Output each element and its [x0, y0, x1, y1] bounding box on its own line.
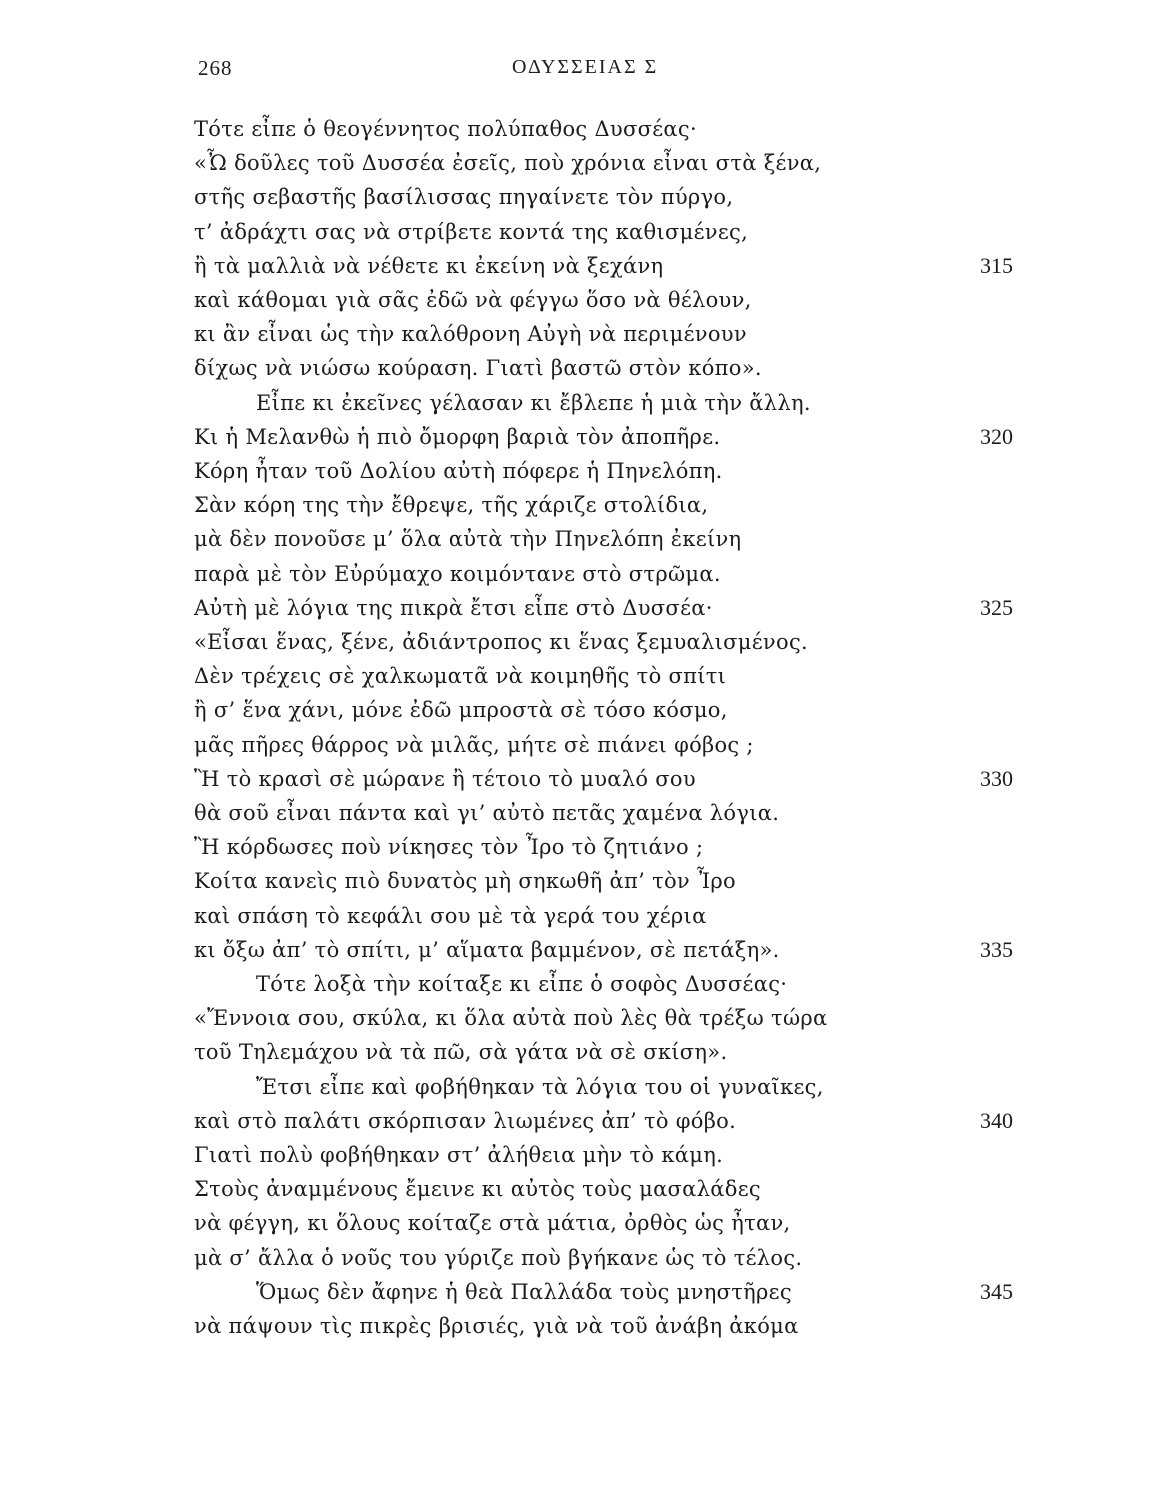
verse-line: κι ὄξω ἀπ’ τὸ σπίτι, μ’ αἵματα βαμμένον, σὲ πετάξη».: [194, 938, 780, 962]
verse-line: καὶ σπάση τὸ κεφάλι σου μὲ τὰ γερά του χέρια: [194, 904, 707, 928]
line-number: 330: [980, 766, 1013, 791]
verse-line: Κι ἡ Μελανθὼ ἡ πιὸ ὄμορφη βαριὰ τὸν ἀποπῆρε.: [194, 425, 721, 449]
verse-line: Ἢ τὸ κρασὶ σὲ μώρανε ἢ τέτοιο τὸ μυαλό σου: [194, 767, 696, 791]
verse-line: νὰ φέγγη, κι ὅλους κοίταζε στὰ μάτια, ὀρθὸς ὡς ἦταν,: [194, 1211, 791, 1235]
running-head: ΟΔΥΣΣΕΙΑΣ Σ: [512, 56, 659, 78]
verse-line: νὰ πάψουν τὶς πικρὲς βρισιές, γιὰ νὰ τοῦ ἀνάβη ἀκόμα: [194, 1314, 799, 1338]
verse-line: Σὰν κόρη της τὴν ἔθρεψε, τῆς χάριζε στολίδια,: [194, 493, 709, 517]
verse-line: Δὲν τρέχεις σὲ χαλκωματᾶ νὰ κοιμηθῆς τὸ σπίτι: [194, 664, 727, 688]
verse-line: στῆς σεβαστῆς βασίλισσας πηγαίνετε τὸν πύργο,: [194, 185, 734, 209]
verse-line: «Ὦ δοῦλες τοῦ Δυσσέα ἐσεῖς, ποὺ χρόνια εἶναι στὰ ξένα,: [194, 151, 822, 175]
verse-line: μὰ σ’ ἄλλα ὁ νοῦς του γύριζε ποὺ βγήκανε ὡς τὸ τέλος.: [194, 1246, 803, 1270]
verse-line: θὰ σοῦ εἶναι πάντα καὶ γι’ αὐτὸ πετᾶς χαμένα λόγια.: [194, 801, 780, 825]
verse-line: μᾶς πῆρες θάρρος νὰ μιλᾶς, μήτε σὲ πιάνει φόβος ;: [194, 733, 754, 757]
verse-line: «Εἶσαι ἕνας, ξένε, ἀδιάντροπος κι ἕνας ξεμυαλισμένος.: [194, 630, 808, 654]
verse-line: Ἔτσι εἶπε καὶ φοβήθηκαν τὰ λόγια του οἱ γυναῖκες,: [256, 1075, 824, 1099]
line-number: 325: [980, 595, 1013, 620]
verse-line: μὰ δὲν πονοῦσε μ’ ὅλα αὐτὰ τὴν Πηνελόπη ἐκείνη: [194, 527, 742, 551]
verse-line: καὶ κάθομαι γιὰ σᾶς ἐδῶ νὰ φέγγω ὅσο νὰ θέλουν,: [194, 288, 752, 312]
verse-line: ἢ σ’ ἕνα χάνι, μόνε ἐδῶ μπροστὰ σὲ τόσο κόσμο,: [194, 698, 728, 722]
verse-line: Γιατὶ πολὺ φοβήθηκαν στ’ ἀλήθεια μὴν τὸ κάμη.: [194, 1143, 724, 1167]
line-number: 345: [980, 1279, 1013, 1304]
verse-line: τοῦ Τηλεμάχου νὰ τὰ πῶ, σὰ γάτα νὰ σὲ σκίση».: [194, 1040, 728, 1064]
line-number: 335: [980, 937, 1013, 962]
line-number: 315: [980, 253, 1013, 278]
line-number: 320: [980, 424, 1013, 449]
verse-line: Τότε λοξὰ τὴν κοίταξε κι εἶπε ὁ σοφὸς Δυσσέας·: [256, 972, 788, 996]
verse-line: Ὅμως δὲν ἄφηνε ἡ θεὰ Παλλάδα τοὺς μνηστῆρες: [256, 1280, 792, 1304]
verse-line: Τότε εἶπε ὁ θεογέννητος πολύπαθος Δυσσέας·: [194, 117, 697, 141]
verse-line: Κοίτα κανεὶς πιὸ δυνατὸς μὴ σηκωθῆ ἀπ’ τὸν Ἶρο: [194, 869, 736, 893]
verse-line: κι ἂν εἶναι ὡς τὴν καλόθρονη Αὐγὴ νὰ περιμένουν: [194, 322, 747, 346]
verse-line: ἢ τὰ μαλλιὰ νὰ νέθετε κι ἐκείνη νὰ ξεχάνη: [194, 254, 664, 278]
verse-line: Εἶπε κι ἐκεῖνες γέλασαν κι ἔβλεπε ἡ μιὰ τὴν ἄλλη.: [256, 391, 811, 415]
verse-line: τ’ ἀδράχτι σας νὰ στρίβετε κοντά της καθισμένες,: [194, 220, 749, 244]
line-number: 340: [980, 1108, 1013, 1133]
verse-line: Ἢ κόρδωσες ποὺ νίκησες τὸν Ἶρο τὸ ζητιάνο ;: [194, 835, 704, 859]
verse-line: δίχως νὰ νιώσω κούραση. Γιατὶ βαστῶ στὸν κόπο».: [194, 356, 762, 380]
verse-line: καὶ στὸ παλάτι σκόρπισαν λιωμένες ἀπ’ τὸ φόβο.: [194, 1109, 737, 1133]
verse-line: Αὐτὴ μὲ λόγια της πικρὰ ἔτσι εἶπε στὸ Δυσσέα·: [194, 596, 713, 620]
page-number: 268: [198, 56, 233, 80]
verse-line: Στοὺς ἀναμμένους ἔμεινε κι αὐτὸς τοὺς μασαλάδες: [194, 1177, 761, 1201]
verse-line: «Ἔννοια σου, σκύλα, κι ὅλα αὐτὰ ποὺ λὲς θὰ τρέξω τώρα: [194, 1006, 828, 1030]
verse-line: Κόρη ἦταν τοῦ Δολίου αὐτὴ πόφερε ἡ Πηνελόπη.: [194, 459, 723, 483]
verse-line: παρὰ μὲ τὸν Εὐρύμαχο κοιμόντανε στὸ στρῶμα.: [194, 562, 721, 586]
